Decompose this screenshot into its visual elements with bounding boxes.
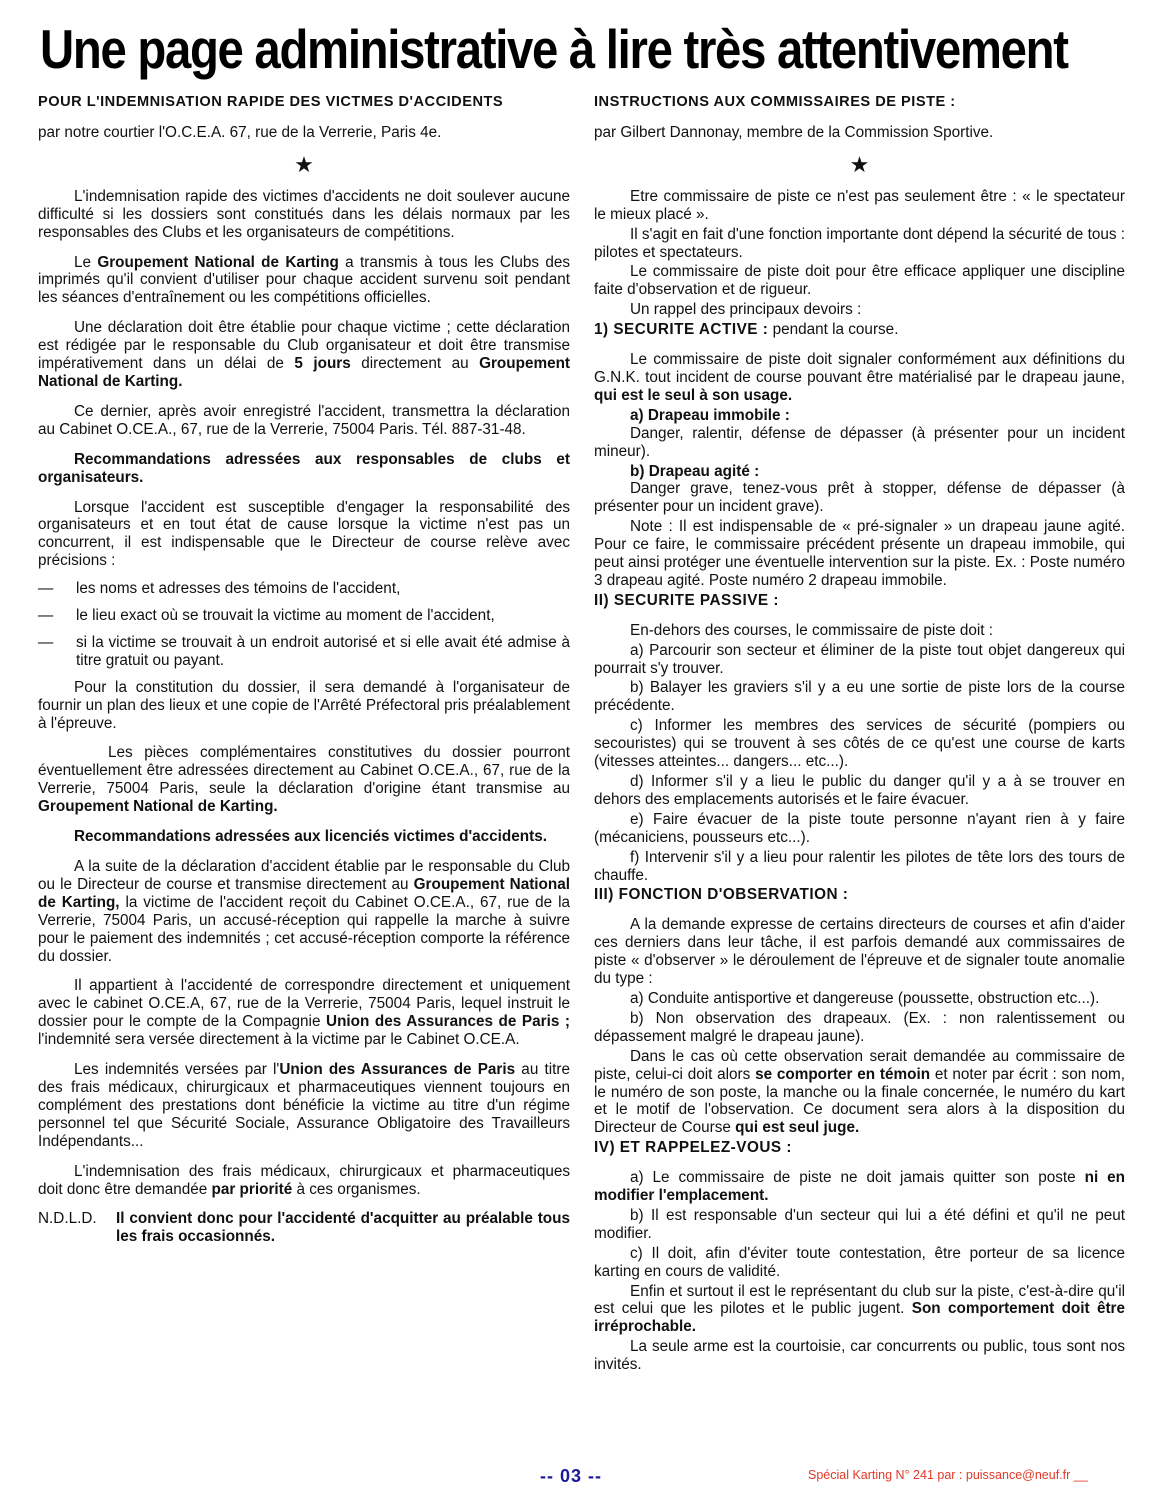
star-icon: ★ xyxy=(294,151,314,177)
sub-heading: a) Drapeau immobile : xyxy=(630,406,790,424)
right-paragraph: Danger grave, tenez-vous prêt à stopper, défense de dépasser (à présenter pour un incident grave). xyxy=(594,480,1125,516)
right-paragraph: c) Informer les membres des services de sécurité (pompiers ou secouristes) qui se trouvent à ses côtés de ce qu'est une course de karts (vitesses atteintes... dangers... etc...). xyxy=(594,717,1125,771)
right-paragraph: Danger, ralentir, défense de dépasser (à présenter pour un incident mineur). xyxy=(594,424,1125,460)
recommendations-heading: Recommandations adressées aux licenciés victimes d'accidents. xyxy=(74,828,547,846)
left-paragraph: Ce dernier, après avoir enregistré l'accident, transmettra la déclaration au Cabinet O.CE.A., 67, rue de la Verrerie, 75004 Paris. Tél. 887-31-48. xyxy=(38,402,570,438)
list-item: — les noms et adresses des témoins de l'accident, xyxy=(38,580,401,598)
star-icon: ★ xyxy=(849,151,870,177)
left-subheading: par notre courtier l'O.C.E.A. 67, rue de la Verrerie, Paris 4e. xyxy=(38,123,442,141)
left-paragraph: Le Groupement National de Karting a transmis à tous les Clubs des imprimés qu'il convient d'utiliser pour chaque accident survenu soit pendant les séances d'entraînement ou les compétitions officielles. xyxy=(38,253,570,307)
left-paragraph: Il appartient à l'accidenté de correspondre directement et uniquement avec le cabinet O.CE.A, 67, rue de la Verrerie, 75004 Paris, lequel instruit le dossier pour le compte de la Compagnie Union des Assurances de Paris ; l'indemnité sera versée directement à la victime par le Cabinet O.CE.A. xyxy=(38,977,570,1049)
left-paragraph: L'indemnisation rapide des victimes d'accidents ne doit soulever aucune difficulté si les dossiers sont constitués dans les délais normaux par les responsables des Clubs et les organisateurs de compétitions. xyxy=(38,187,570,241)
right-paragraph: e) Faire évacuer de la piste toute personne n'ayant rien à y faire (mécaniciens, pousseurs etc...). xyxy=(594,810,1125,846)
page-title: Une page administrative à lire très attentivement xyxy=(40,18,1068,80)
right-paragraph: Il s'agit en fait d'une fonction importante dont dépend la sécurité de tous : pilotes et spectateurs. xyxy=(594,225,1125,261)
sub-heading: b) Drapeau agité : xyxy=(630,462,760,480)
ndld-note: N.D.L.D. Il convient donc pour l'accidenté d'acquitter au préalable tous les frais occasionnés. xyxy=(38,1210,570,1246)
right-subheading: par Gilbert Dannonay, membre de la Commission Sportive. xyxy=(594,123,994,141)
right-paragraph: Un rappel des principaux devoirs : xyxy=(630,301,862,319)
left-paragraph: A la suite de la déclaration d'accident établie par le responsable du Club ou le Directeur de course et transmise directement au Groupement National de Karting, la victime de l'accident reçoit du Cabinet O.CE.A., 67, rue de la Verrerie, 75004 Paris, un accusé-réception qui rappelle la marche à suivre pour le paiement des indemnités ; cet accusé-réception comporte la référence du dossier. xyxy=(38,858,571,965)
right-paragraph: a) Conduite antisportive et dangereuse (poussette, obstruction etc...). xyxy=(630,989,1100,1007)
right-paragraph: a) Parcourir son secteur et éliminer de la piste tout objet dangereux qui pourrait s'y trouver. xyxy=(594,641,1125,677)
left-column xyxy=(38,94,570,1246)
right-paragraph: Le commissaire de piste doit signaler conformément aux définitions du G.N.K. tout incident de course pouvant être matérialisé par le drapeau jaune, qui est le seul à son usage. xyxy=(594,351,1125,404)
section-heading: III) FONCTION D'OBSERVATION : xyxy=(594,886,849,904)
footer-credit: Spécial Karting N° 241 par : puissance@neuf.fr __ xyxy=(808,1468,1088,1482)
left-heading: POUR L'INDEMNISATION RAPIDE DES VICTMES D'ACCIDENTS xyxy=(38,94,504,110)
right-heading: INSTRUCTIONS AUX COMMISSAIRES DE PISTE : xyxy=(594,94,956,110)
left-paragraph: Les indemnités versées par l'Union des Assurances de Paris au titre des frais médicaux, chirurgicaux et pharmaceutiques viennent toujours en complément des prestations dont bénéficie la victime au titre d'un régime personnel tel que Sécurité Sociale, Assurance Obligatoire des Travailleurs Indépendants... xyxy=(38,1061,570,1150)
section-heading: IV) ET RAPPELEZ-VOUS : xyxy=(594,1139,792,1157)
page-number: -- 03 -- xyxy=(540,1466,602,1486)
list-item: — si la victime se trouvait à un endroit autorisé et si elle avait été admise à titre gratuit ou payant. xyxy=(38,633,570,669)
right-paragraph: Etre commissaire de piste ce n'est pas seulement être : « le spectateur le mieux placé ». xyxy=(594,187,1125,223)
right-paragraph: En-dehors des courses, le commissaire de piste doit : xyxy=(630,621,994,639)
left-paragraph: Pour la constitution du dossier, il sera demandé à l'organisateur de fournir un plan des lieux et une copie de l'Arrêté Préfectoral pris préalablement à l'épreuve. xyxy=(38,678,570,732)
section-heading: II) SECURITE PASSIVE : xyxy=(594,591,779,609)
left-paragraph: Les pièces complémentaires constitutives du dossier pourront éventuellement être adressées directement au Cabinet O.CE.A., 67, rue de la Verrerie, 75004 Paris, seule la déclaration d'origine étant transmise au Groupement National de Karting. xyxy=(38,744,570,816)
list-item: — le lieu exact où se trouvait la victime au moment de l'accident, xyxy=(38,607,495,625)
right-paragraph: Enfin et surtout il est le représentant du club sur la piste, c'est-à-dire qu'il est celui que les pilotes et le public jugent. Son comportement doit être irréprochable. xyxy=(594,1282,1126,1336)
right-paragraph: La seule arme est la courtoisie, car concurrents ou public, tous sont nos invités. xyxy=(594,1338,1125,1374)
right-paragraph: A la demande expresse de certains directeurs de courses et afin d'aider ces derniers dans leur tâche, il est parfois demandé aux commissaires de piste « d'observer » le déroulement de l'épreuve et de signaler toute anomalie du type : xyxy=(594,916,1125,988)
right-column xyxy=(594,94,1125,1376)
recommendations-heading: Recommandations adressées aux responsables de clubs et organisateurs. xyxy=(38,450,570,486)
left-paragraph: Lorsque l'accident est susceptible d'engager la responsabilité des organisateurs et en tout état de cause lorsque la victime n'est pas un concurrent, il est indispensable que le Directeur de course relève avec précisions : xyxy=(38,498,570,570)
section-heading: 1) SECURITE ACTIVE : pendant la course. xyxy=(594,321,899,339)
right-paragraph: f) Intervenir s'il y a lieu pour ralentir les pilotes de tête lors des tours de chauffe. xyxy=(594,848,1125,884)
right-paragraph: a) Le commissaire de piste ne doit jamais quitter son poste ni en modifier l'emplacement. xyxy=(594,1169,1125,1205)
left-paragraph: Une déclaration doit être établie pour chaque victime ; cette déclaration est rédigée par le responsable du Club organisateur et doit être transmise impérativement dans un délai de 5 jours directement au Groupement National de Karting. xyxy=(38,319,571,390)
right-paragraph: Dans le cas où cette observation serait demandée au commissaire de piste, celui-ci doit alors se comporter en témoin et noter par écrit : son nom, le numéro de son poste, la manche ou la finale concernée, le numéro du kart et le motif de l'observation. Ce document sera alors à la disposition du Directeur de Course qui est seul juge. xyxy=(594,1047,1125,1137)
right-paragraph: b) Il est responsable d'un secteur qui lui a été défini et qu'il ne peut modifier. xyxy=(594,1206,1125,1242)
right-paragraph: Note : Il est indispensable de « pré-signaler » un drapeau jaune agité. Pour ce faire, le commissaire précédent présente un drapeau immobile, qui peut ainsi protéger une éventuelle intervention sur la piste. Ex. : Poste numéro 3 drapeau agité. Poste numéro 2 drapeau immobile. xyxy=(594,518,1125,589)
right-paragraph: d) Informer s'il y a lieu le public du danger qu'il y a à se trouver en dehors des emplacements autorisés et le faire évacuer. xyxy=(594,773,1125,808)
right-paragraph: b) Balayer les graviers s'il y a eu une sortie de piste lors de la course précédente. xyxy=(594,679,1125,715)
right-paragraph: Le commissaire de piste doit pour être efficace appliquer une discipline faite d'observation et de rigueur. xyxy=(594,263,1125,299)
right-paragraph: b) Non observation des drapeaux. (Ex. : non ralentissement ou dépassement malgré le drapeau jaune). xyxy=(594,1009,1125,1045)
left-paragraph: L'indemnisation des frais médicaux, chirurgicaux et pharmaceutiques doit donc être demandée par priorité à ces organismes. xyxy=(38,1162,570,1198)
right-paragraph: c) Il doit, afin d'éviter toute contestation, être porteur de sa licence karting en cours de validité. xyxy=(594,1244,1125,1280)
